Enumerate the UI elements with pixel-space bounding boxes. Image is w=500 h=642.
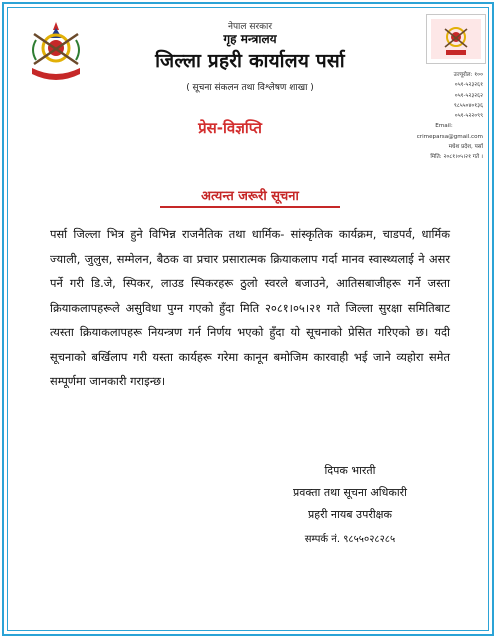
- location-label: मधेश प्रदेश, पर्सा: [448, 144, 483, 151]
- contact-line: ०५१-५२३२६१: [454, 82, 483, 89]
- branch-label: ( सूचना संकलन तथा विश्लेषण शाखा ): [186, 83, 314, 93]
- government-label: नेपाल सरकार: [227, 22, 273, 32]
- email-address: crimeparsa@gmail.com: [416, 133, 483, 140]
- signatory-title: प्रवक्ता तथा सूचना अधिकारी: [292, 486, 408, 499]
- signatory-rank: प्रहरी नायब उपरीक्षक: [307, 508, 392, 521]
- email-label: Email:: [435, 123, 453, 130]
- contact-line: ०५१-५२३२६२: [454, 92, 483, 99]
- ministry-label: गृह मन्त्रालय: [223, 32, 277, 46]
- notice-body: पर्सा जिल्ला भित्र हुने विभिन्न राजनैतिक तथा धार्मिक- सांस्कृतिक कार्यक्रम, चाडपर्व, धार्मिक ज्याली, जुलुस, सम्मेलन, बैठक वा प्रचार प्रसारात्मक क्रियाकलाप गर्दा मानव स्वास्थ्यलाई ने असर पर्ने गरी डि.जे, स्पिकर, लाउड स्पिकरहरू ठुलो स्वरले बजाउने, आतिसबाजीहरू गर्ने जस्ता क्रियाकलापहरूले असुविधा पुग्न गएको हुँदा मिति २०८१।०५।२१ गते जिल्ला सुरक्षा समितिबाट त्यस्ता क्रियाकलापहरू नियन्त्रण गर्न निर्णय भएको हुँदा यो सूचनाको प्रेसित गरिएको छ। यदी सूचनाको बर्खिलाप गरी यस्ता कार्यहरू गरेमा कानून बमोजिम कारवाही भई जाने व्यहोरा समेत सम्पूर्णमा जानकारी गराइन्छ।: [50, 227, 450, 388]
- contact-line: उज्यूरोल: १००: [453, 72, 483, 78]
- signatory-name: दिपक भारती: [324, 464, 376, 477]
- contact-line: ०५१-५२२०९९: [454, 113, 483, 120]
- subject-underline: [160, 206, 340, 208]
- contact-block: [405, 70, 483, 163]
- signatory-contact: सम्पर्क नं. ९८५५०२८२८५: [304, 534, 396, 545]
- date-line: मिति: २०८१।०५।२१ गते ।: [430, 154, 483, 161]
- office-title: जिल्ला प्रहरी कार्यालय पर्सा: [155, 50, 345, 72]
- contact-line: ९८५५०४०१३६: [453, 102, 483, 109]
- press-release-title: प्रेस-विज्ञप्ति: [198, 119, 262, 137]
- notice-subject: अत्यन्त जरूरी सूचना: [201, 189, 299, 204]
